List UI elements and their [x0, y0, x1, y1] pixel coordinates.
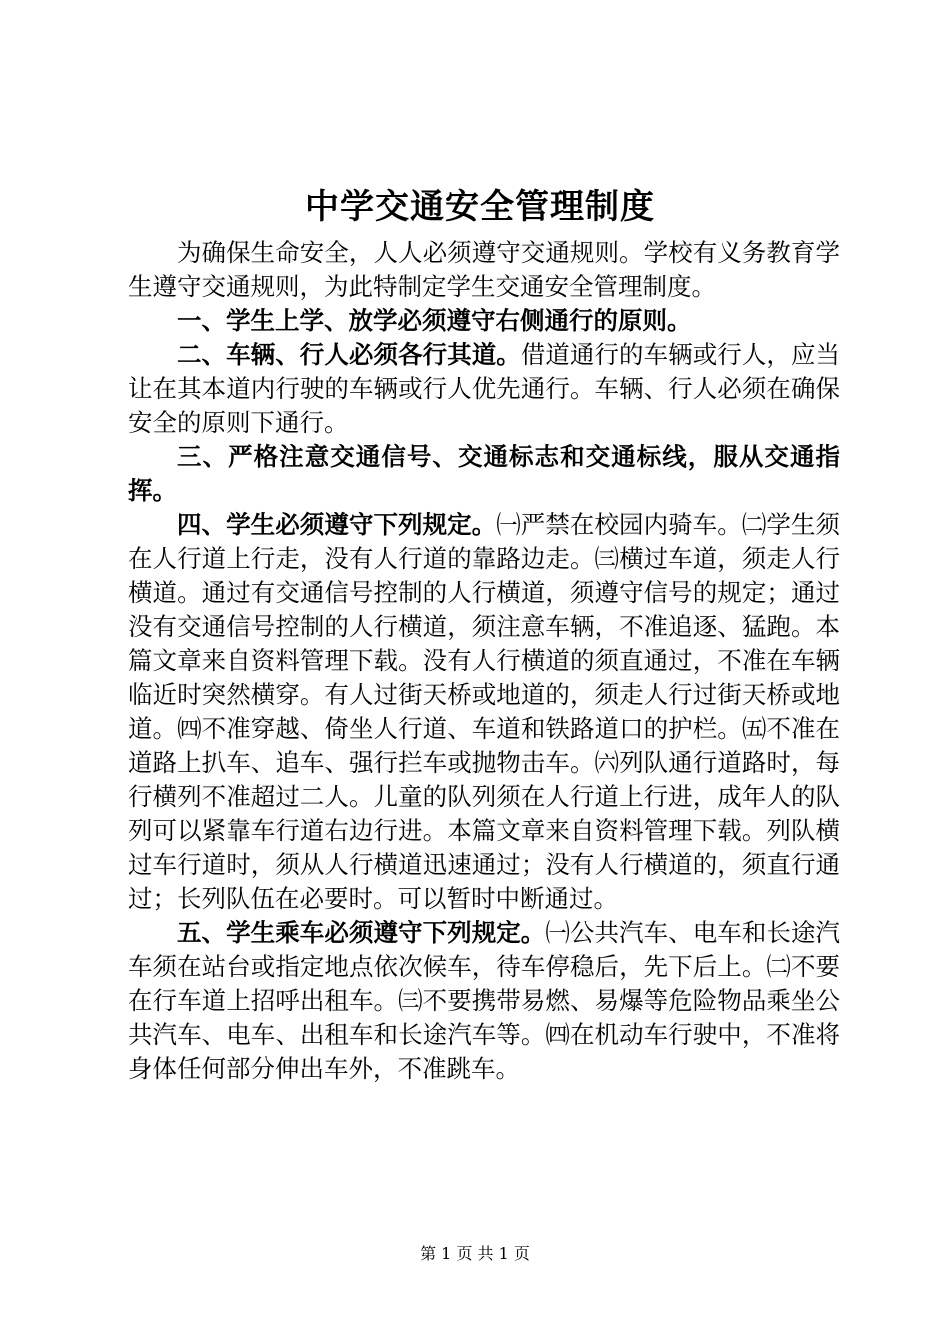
paragraph-text: ㈠公共汽车、电车和长途汽车须在站台或指定地点依次候车，待车停稳后，先下后上。㈡不要在行车道上招呼出租车。㈢不要携带易燃、易爆等危险物品乘坐公共汽车、电车、出租车和长途汽车等。㈣在机动车行驶中，不准将身体任何部分伸出车外，不准跳车。: [128, 918, 841, 1083]
paragraph-lead: 一、学生上学、放学必须遵守右侧通行的原则。: [177, 306, 692, 335]
rule-paragraph-2: [128, 338, 840, 440]
paragraph-lead: 三、严格注意交通信号、交通标志和交通标线，服从交通指挥。: [128, 442, 840, 505]
paragraph-lead: 五、学生乘车必须遵守下列规定。: [177, 918, 546, 947]
paragraph-lead: 四、学生必须遵守下列规定。: [177, 510, 497, 539]
rule-paragraph-4: [128, 508, 840, 916]
paragraph-text: ㈠严禁在校园内骑车。㈡学生须在人行道上行走，没有人行道的靠路边走。㈢横过车道，须走人行横道。通过有交通信号控制的人行横道，须遵守信号的规定；通过没有交通信号控制的人行横道，须注意车辆，不准追逐、猛跑。本篇文章来自资料管理下载。没有人行横道的须直通过，不准在车辆临近时突然横穿。有人过街天桥或地道的，须走人行过街天桥或地道。㈣不准穿越、倚坐人行道、车道和铁路道口的护栏。㈤不准在道路上扒车、追车、强行拦车或抛物击车。㈥列队通行道路时，每行横列不准超过二人。儿童的队列须在人行道上行进，成年人的队列可以紧靠车行道右边行进。本篇文章来自资料管理下载。列队横过车行道时，须从人行横道迅速通过；没有人行横道的，须直行通过；长列队伍在必要时。可以暂时中断通过。: [128, 510, 840, 913]
paragraph-text: 借道通行的车辆或行人，应当让在其本道内行驶的车辆或行人优先通行。车辆、行人必须在确保安全的原则下通行。: [128, 340, 841, 437]
document-title: 中学交通安全管理制度: [305, 187, 655, 227]
document-body: [128, 236, 840, 1086]
rule-paragraph-1: [128, 304, 840, 338]
paragraph-text: 为确保生命安全，人人必须遵守交通规则。学校有义务教育学生遵守交通规则，为此特制定学生交通安全管理制度。: [128, 238, 840, 301]
rule-paragraph-3: [128, 440, 840, 508]
page-footer: 第 1 页 共 1 页: [420, 1244, 530, 1263]
intro-paragraph: [128, 236, 840, 304]
rule-paragraph-5: [128, 916, 840, 1086]
paragraph-lead: 二、车辆、行人必须各行其道。: [177, 340, 521, 369]
